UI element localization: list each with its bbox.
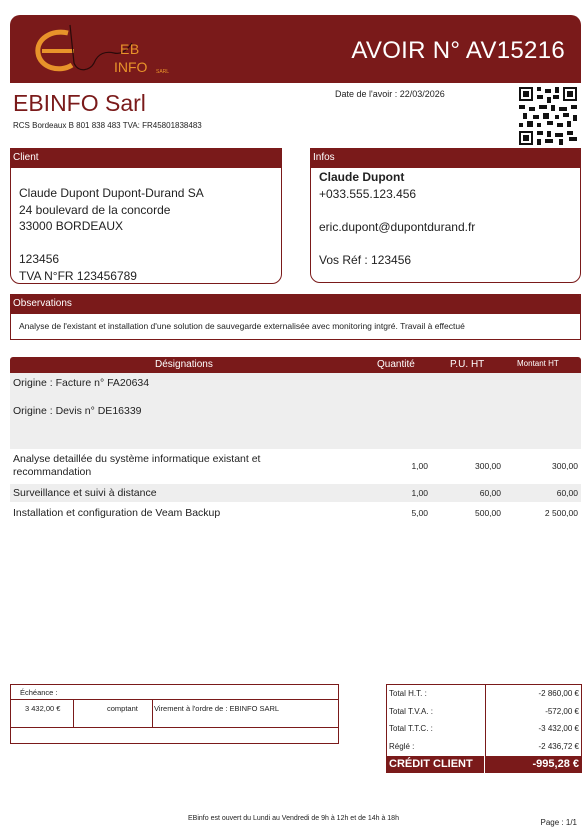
divider bbox=[11, 699, 338, 700]
table-row bbox=[10, 504, 581, 522]
client-line: 33000 BORDEAUX bbox=[19, 219, 124, 233]
company-registration: RCS Bordeaux B 801 838 483 TVA: FR45801838483 bbox=[13, 121, 202, 130]
credit-client-value: -995,28 € bbox=[532, 758, 579, 770]
qr-code bbox=[518, 87, 578, 145]
total-paid-row bbox=[387, 738, 581, 756]
infos-content bbox=[319, 169, 475, 268]
row-quantity: 1,00 bbox=[411, 488, 428, 498]
payment-terms-box bbox=[10, 684, 339, 744]
echeance-payment: Virement à l'ordre de : EBINFO SARL bbox=[154, 704, 280, 713]
logo-text-info: INFO bbox=[114, 59, 148, 75]
client-line: 24 boulevard de la concorde bbox=[19, 202, 171, 217]
origin-quote: Origine : Devis n° DE16339 bbox=[13, 405, 142, 417]
col-amount: Montant HT bbox=[517, 359, 559, 368]
total-label: Total T.T.C. : bbox=[389, 724, 433, 733]
document-title: AVOIR N° AV15216 bbox=[351, 37, 565, 64]
row-amount: 2 500,00 bbox=[544, 508, 578, 518]
total-ttc-row bbox=[387, 720, 581, 738]
total-value: -2 436,72 € bbox=[538, 741, 579, 751]
credit-client-label: CRÉDIT CLIENT bbox=[389, 758, 473, 770]
observations-heading: Observations bbox=[10, 294, 581, 314]
echeance-mode: comptant bbox=[107, 704, 138, 713]
row-unit-price: 60,00 bbox=[479, 488, 501, 498]
logo-text-sarl: SARL bbox=[156, 69, 170, 75]
total-label: Réglé : bbox=[389, 741, 415, 751]
divider bbox=[73, 699, 74, 727]
table-row bbox=[10, 484, 581, 502]
total-value: -2 860,00 € bbox=[538, 689, 579, 698]
document-header bbox=[10, 15, 581, 83]
logo-text-eb: EB bbox=[120, 41, 140, 57]
divider bbox=[152, 699, 153, 727]
contact-email: eric.dupont@dupontdurand.fr bbox=[319, 219, 476, 234]
client-line: Claude Dupont Dupont-Durand SA bbox=[19, 186, 204, 200]
contact-name: Claude Dupont bbox=[319, 170, 405, 184]
total-label: Total T.V.A. : bbox=[389, 706, 434, 716]
spacer bbox=[319, 235, 475, 252]
client-line: 123456 bbox=[19, 252, 60, 266]
client-address bbox=[19, 185, 204, 284]
observations-box bbox=[10, 294, 581, 340]
total-value: -3 432,00 € bbox=[538, 724, 579, 733]
document-date: Date de l'avoir : 22/03/2026 bbox=[335, 89, 445, 99]
company-name: EBINFO Sarl bbox=[13, 90, 146, 116]
divider bbox=[484, 756, 485, 773]
row-quantity: 1,00 bbox=[411, 461, 428, 471]
row-amount: 60,00 bbox=[556, 488, 578, 498]
client-line bbox=[19, 235, 204, 252]
row-quantity: 5,00 bbox=[411, 508, 428, 518]
origin-invoice: Origine : Facture n° FA20634 bbox=[13, 377, 150, 389]
total-tva-row bbox=[387, 703, 581, 721]
row-amount: 300,00 bbox=[552, 461, 578, 471]
row-designation: Installation et configuration de Veam Backup bbox=[13, 507, 221, 519]
credit-client-row bbox=[386, 756, 582, 773]
col-designation: Désignations bbox=[155, 359, 213, 370]
totals-box bbox=[386, 684, 582, 773]
echeance-label: Échéance : bbox=[20, 688, 58, 697]
origin-block bbox=[10, 373, 581, 449]
page-number: Page : 1/1 bbox=[540, 818, 577, 827]
observations-text: Analyse de l'existant et installation d'une solution de sauvegarde externalisée avec monitoring intgré. Travail à effectué bbox=[19, 321, 465, 331]
total-label: Total H.T. : bbox=[389, 689, 427, 698]
total-ht-row bbox=[387, 685, 581, 703]
contact-phone: +033.555.123.456 bbox=[319, 186, 417, 201]
client-box bbox=[10, 148, 282, 284]
opening-hours: EBinfo est ouvert du Lundi au Vendredi de 9h à 12h et de 14h à 18h bbox=[188, 815, 399, 822]
echeance-amount: 3 432,00 € bbox=[25, 704, 61, 713]
row-designation: Surveillance et suivi à distance bbox=[13, 487, 157, 499]
total-value: -572,00 € bbox=[545, 706, 579, 716]
infos-box bbox=[310, 148, 581, 283]
spacer bbox=[319, 202, 475, 219]
row-unit-price: 500,00 bbox=[475, 508, 501, 518]
client-heading: Client bbox=[10, 148, 282, 168]
row-unit-price: 300,00 bbox=[475, 461, 501, 471]
contact-ref: Vos Réf : 123456 bbox=[319, 252, 412, 267]
items-table-header bbox=[10, 357, 581, 373]
col-quantity: Quantité bbox=[377, 359, 415, 370]
divider bbox=[11, 727, 338, 728]
client-line: TVA N°FR 123456789 bbox=[19, 268, 137, 283]
table-row bbox=[10, 452, 581, 482]
col-unit-price: P.U. HT bbox=[450, 359, 485, 370]
row-designation: Analyse detaillée du système informatique existant et recommandation bbox=[13, 453, 261, 478]
infos-heading: Infos bbox=[310, 148, 581, 168]
